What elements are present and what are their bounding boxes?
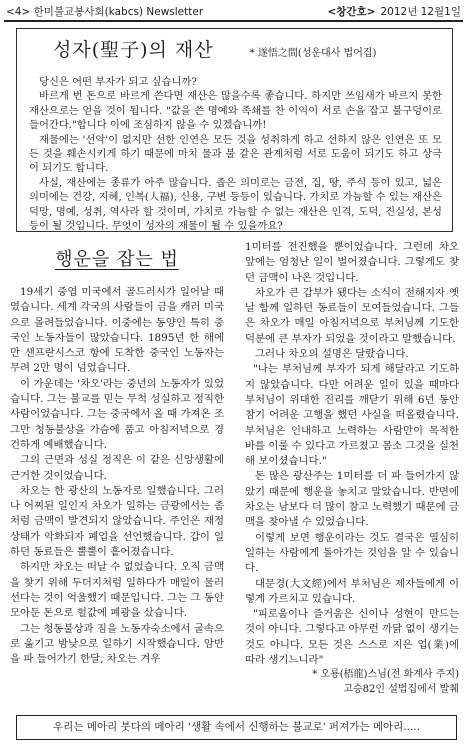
- article2-paragraph: 1미터를 전진했을 뿐이었습니다. 그런데 차오 앞에는 엄청난 일이 벌어졌습니다. 그렇게도 찾던 금맥이 나온 것입니다.: [245, 241, 459, 284]
- issue-date: 2012년 12월1일: [380, 5, 461, 18]
- newsletter-header: [6, 3, 461, 19]
- article1-title: 성자(聖子)의 재산: [53, 39, 214, 61]
- article2-quote: "나는 부처님께 부자가 되게 해달라고 기도하지 않았습니다. 다만 어려운 일이 있을 때마다 부처님이 위대한 진리를 깨닫기 위해 6년 동안 참기 어려운 고행을 했던 사실을 떠올렸습니다. 부처님은 인내하고 노력하는 사람만이 목적한 바를 이룰 수 있다고 가르쳤고 몸소 그것을 실천해 보이셨습니다.": [245, 363, 459, 468]
- article-lucky-fortune: [10, 240, 459, 702]
- article-saint-wealth: [16, 28, 453, 232]
- article2-paragraph: 하지만 차오는 떠날 수 없었습니다. 오직 금맥을 찾기 위해 두더지처럼 일하다가 매일이 물러선다는 것이 억울했기 때문입니다. 그는 그 동안 모아둔 돈으로 헐값에 폐광을 샀습니다.: [10, 561, 224, 620]
- article2-title: 행운을 잡는 법: [55, 249, 179, 270]
- article1-heading: [29, 35, 442, 65]
- article1-paragraph: 사실, 재산에는 종류가 아주 많습니다. 좁은 의미로는 금전, 집, 땅, 주식 등이 있고, 넓은 의미에는 건강, 지혜, 인복(人福), 신용, 구변 등등이 있습니다. 가치로 가늠할 수 있는 재산은 덕망, 명예, 성취, 역사라 할 것이며, 가치로 가늠할 수 없는 재산은 인격, 도덕, 진실성, 본성 등이 될 것입니다. 무엇이 성자의 재물이 될 수 있을까요?: [29, 176, 442, 232]
- article2-quote: "피로움이나 즐거움은 신이나 성현이 만드는 것이 아니다. 그렇다고 아무런 까닭 없이 생기는 것도 아니다. 모든 것은 스스로 지은 업(業)에 따라 생기느니라": [245, 608, 459, 667]
- article2-paragraph: 차오는 한 광산의 노동자로 일했습니다. 그러나 어찌된 일인지 차오가 일하는 금광에서는 좀처럼 금맥이 발견되지 않았습니다. 주인은 재정상태가 악화되자 폐업을 선언했습니다. 갑이 일하던 동료들은 뿔뿔이 흩어졌습니다.: [10, 484, 224, 559]
- header-right: [327, 4, 461, 19]
- article2-paragraph: 대문경(大文經)에서 부처님은 제자들에게 이렇게 가르치고 있습니다.: [245, 577, 459, 605]
- header-rule: [4, 20, 463, 22]
- article2-source: 고승82인 설법집에서 발췌: [343, 683, 459, 695]
- article2-paragraph: 그는 청동불상과 짐을 노동자숙소에서 굴속으로 옮기고 밤낮으로 일하기 시작했습니다. 암반을 파 들어가기 한달, 차오는 겨우: [10, 622, 224, 666]
- article2-paragraph: 그러나 차오의 설명은 달랐습니다.: [255, 348, 409, 361]
- right-column: [245, 240, 459, 702]
- article1-paragraph: 재물에는 '선악'이 없지만 선한 인연은 모든 것을 성취하게 하고 선하지 않은 인연은 또 모든 것을 훼손시키게 하기 때문에 마치 물과 불 같은 관계처럼 서로 도움이 되기도 하고 상극이 되기도 합니다.: [29, 133, 442, 175]
- article2-paragraph: 돈 많은 광산주는 1미터를 더 파 들어가지 않았기 때문에 행운을 놓치고 말았습니다. 반면에 차오는 남보다 더 많이 참고 노력했기 때문에 금맥을 찾아낼 수 있었습니다.: [245, 470, 459, 529]
- article2-paragraph: 그의 근면과 성실 정직은 이 같은 신앙생활에 근거한 것이었습니다.: [10, 454, 224, 482]
- article2-paragraph: 이렇게 보면 행운이라는 것도 결국은 열심히 일하는 사람에게 돌아가는 것임을 알 수 있습니다.: [245, 531, 459, 575]
- article1-paragraph: 바르게 번 돈으로 바르게 쓴다면 재산은 많을수록 좋습니다. 하지만 쓰임새가 바르지 못한 재산으로는 얻을 것이 됩니다. "값을 쓴 명예와 족쇄를 찬 이익이 서로 손을 잡고 불구덩이로 들어간다."합니다 이에 조심하지 않을 수 있겠습니까!: [29, 90, 443, 132]
- article1-byline: * 遂悟之間(성운대사 법어집): [249, 48, 377, 59]
- article2-paragraph: 차오가 큰 갑부가 됐다는 소식이 전해지자 옛날 함께 일하던 동료들이 모여들었습니다. 그들은 차오가 매일 아침저녁으로 부처님께 기도한 덕분에 큰 부자가 되었을 것이라고 말했습니다.: [245, 286, 459, 345]
- article2-signature: * 오룡(梧龍)스님(전 화계사 주지): [312, 669, 459, 681]
- edition-badge: <창간호>: [327, 5, 376, 18]
- left-column: [10, 240, 224, 702]
- article2-paragraph: 19세기 중엽 미국에서 골드러시가 일어날 때였습니다. 세계 각국의 사람들이 금을 캐러 미국으로 몰려들었습니다. 이중에는 동양인 특히 중국인 노동자들이 많았습니다. 1895년 한 해에만 샌프란시스코 항에 도착한 중국인 노동자는 무려 2만 명이 넘었습니다.: [10, 286, 224, 375]
- article2-paragraph: 이 가운데는 '차오'라는 중년의 노동자가 있었습니다. 그는 불교를 믿는 무척 성실하고 정직한 사람이었습니다. 그는 중국에서 올 때 가져온 조그만 청동불상을 가슴에 품고 아침저녁으로 경건하게 예배했습니다.: [10, 377, 224, 451]
- article1-paragraph: 당신은 어떤 부자가 되고 싶습니까?: [39, 76, 197, 88]
- footer-motto: 우리는 메아리 붓다의 메아리 '생활 속에서 신행하는 불교로' 퍼져가는 메아리.....: [16, 715, 457, 740]
- page-label: <4> 한미불교봉사회(kabcs) Newsletter: [6, 5, 204, 18]
